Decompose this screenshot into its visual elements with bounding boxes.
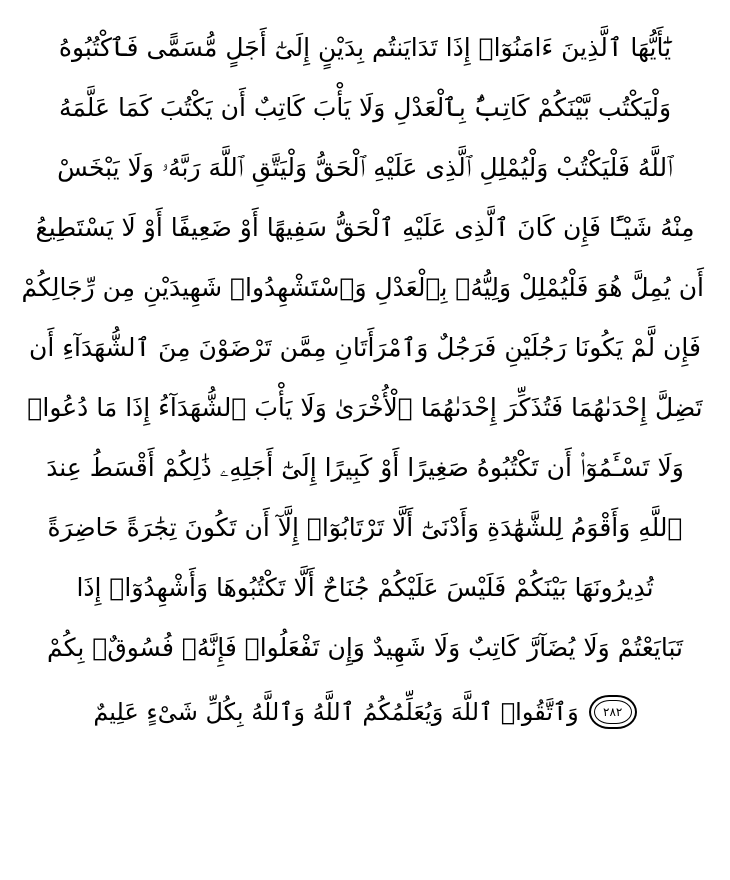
quran-line-8: وَلَا تَسْـَٔمُوٓا۟ أَن تَكْتُبُوهُ صَغِيرًا أَوْ كَبِيرًا إِلَىٰٓ أَجَلِهِۦ ذَٰلِكُمْ أَقْسَطُ عِندَ [46, 453, 684, 482]
quran-line-6: فَإِن لَّمْ يَكُونَا رَجُلَيْنِ فَرَجُلٌ وَٱمْرَأَتَانِ مِمَّن تَرْضَوْنَ مِنَ ٱلشُّهَدَآءِ أَن [29, 333, 701, 362]
quran-line-12: وَٱتَّقُوا۟ ٱللَّهَ وَيُعَلِّمُكُمُ ٱللَّهُ وَٱللَّهُ بِكُلِّ شَىْءٍ عَلِيمٌ [93, 698, 579, 726]
ayah-number-label: ٢٨٢ [603, 705, 623, 719]
ayah-number-marker [589, 695, 637, 729]
quran-line-7: تَضِلَّ إِحْدَىٰهُمَا فَتُذَكِّرَ إِحْدَىٰهُمَا ٱلْأُخْرَىٰ وَلَا يَأْبَ ٱلشُّهَدَآءُ إِذَا مَا دُعُوا۟ [27, 393, 703, 422]
quran-line-10: تُدِيرُونَهَا بَيْنَكُمْ فَلَيْسَ عَلَيْكُمْ جُنَاحٌ أَلَّا تَكْتُبُوهَا وَأَشْهِدُوٓا۟ إِذَا [76, 573, 654, 602]
quran-line-1: يَٰٓأَيُّهَا ٱلَّذِينَ ءَامَنُوٓا۟ إِذَا تَدَايَنتُم بِدَيْنٍ إِلَىٰٓ أَجَلٍ مُّسَمًّى فَٱكْتُبُوهُ [58, 33, 672, 62]
quran-line-11: تَبَايَعْتُمْ وَلَا يُضَآرَّ كَاتِبٌ وَلَا شَهِيدٌ وَإِن تَفْعَلُوا۟ فَإِنَّهُۥ فُسُوقٌۢ بِكُمْ [46, 633, 684, 662]
quran-line-2: وَلْيَكْتُب بَّيْنَكُمْ كَاتِبٌۢ بِٱلْعَدْلِ وَلَا يَأْبَ كَاتِبٌ أَن يَكْتُبَ كَمَا عَلَّمَهُ [58, 93, 672, 122]
quran-line-4: مِنْهُ شَيْـًٔا فَإِن كَانَ ٱلَّذِى عَلَيْهِ ٱلْحَقُّ سَفِيهًا أَوْ ضَعِيفًا أَوْ لَا يَسْتَطِيعُ [35, 213, 695, 242]
quran-line-5: أَن يُمِلَّ هُوَ فَلْيُمْلِلْ وَلِيُّهُۥ بِٱلْعَدْلِ وَٱسْتَشْهِدُوا۟ شَهِيدَيْنِ مِن رِّجَالِكُمْ [21, 273, 704, 302]
quran-line-9: ٱللَّهِ وَأَقْوَمُ لِلشَّهَٰدَةِ وَأَدْنَىٰٓ أَلَّا تَرْتَابُوٓا۟ إِلَّآ أَن تَكُونَ تِجَٰرَةً حَاضِرَةً [47, 513, 683, 542]
quran-line-12-row [26, 682, 704, 742]
quran-line-3: ٱللَّهُ فَلْيَكْتُبْ وَلْيُمْلِلِ ٱلَّذِى عَلَيْهِ ٱلْحَقُّ وَلْيَتَّقِ ٱللَّهَ رَبَّهُۥ وَلَا يَبْخَسْ [57, 153, 673, 182]
ayah-text-block [21, 18, 704, 742]
